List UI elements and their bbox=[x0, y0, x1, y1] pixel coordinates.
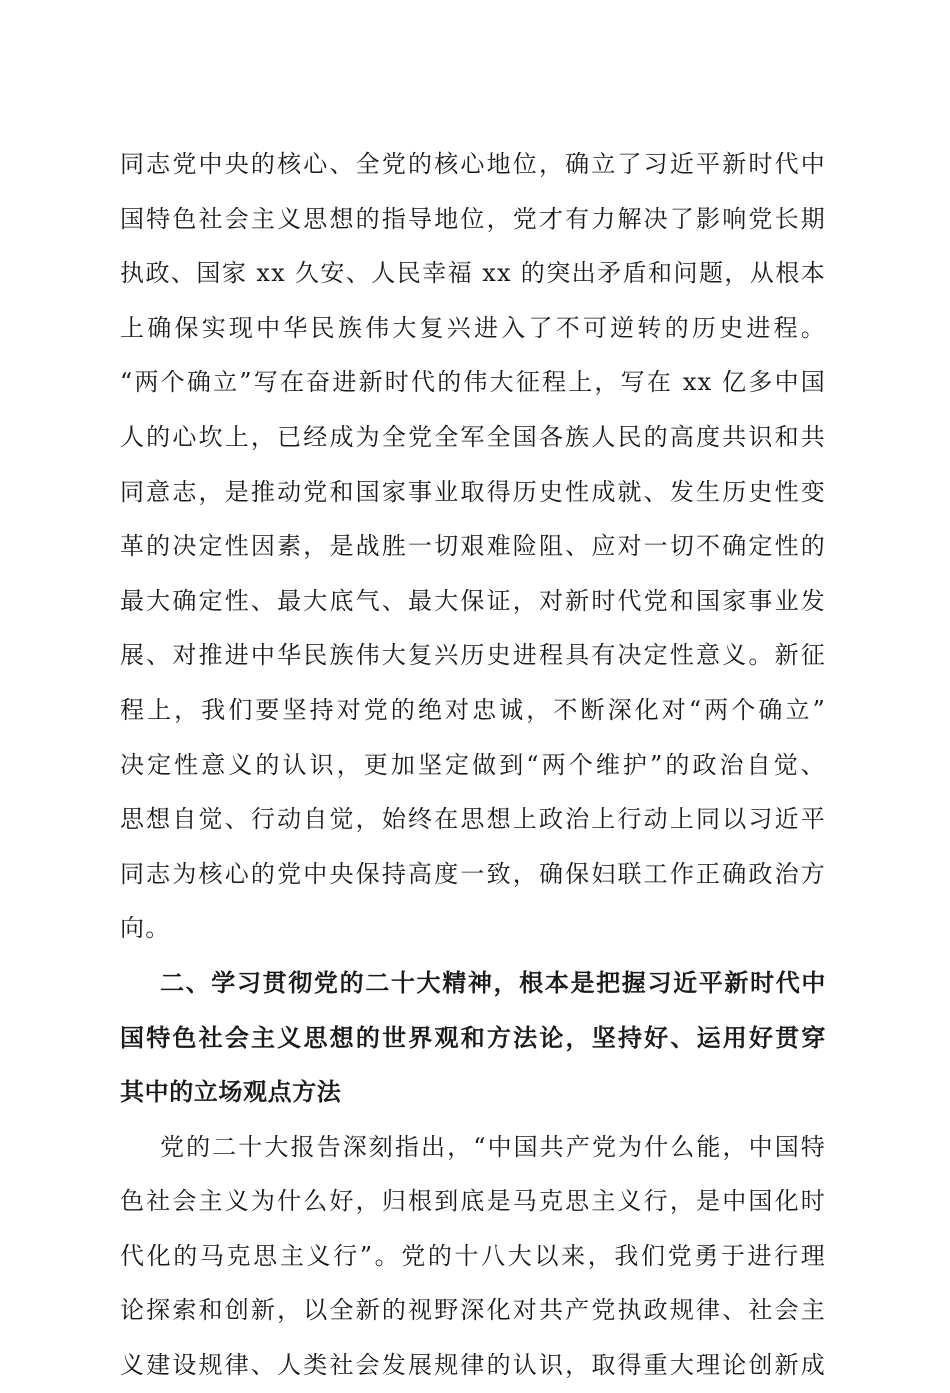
text-line: 向。 bbox=[120, 914, 171, 943]
heading-line: 二、学习贯彻党的二十大精神，根本是把握习近平新时代中 bbox=[160, 968, 826, 997]
text-line: 思想自觉、行动自觉，始终在思想上政治上行动上同以习近平 bbox=[120, 805, 826, 834]
paragraph-1 bbox=[120, 137, 826, 956]
text-line: 同志党中央的核心、全党的核心地位，确立了习近平新时代中 bbox=[120, 150, 826, 178]
text-line: 展、对推进中华民族伟大复兴历史进程具有决定性意义。新征 bbox=[120, 641, 826, 670]
text-line: 色社会主义为什么好，归根到底是马克思主义行，是中国化时 bbox=[120, 1187, 826, 1216]
text-line: 决定性意义的认识，更加坚定做到“两个维护”的政治自觉、 bbox=[120, 750, 826, 779]
text-line: 国特色社会主义思想的指导地位，党才有力解决了影响党长期 bbox=[120, 204, 826, 233]
text-line: 代化的马克思主义行”。党的十八大以来，我们党勇于进行理 bbox=[120, 1241, 826, 1270]
heading-line: 国特色社会主义思想的世界观和方法论，坚持好、运用好贯穿 bbox=[120, 1023, 826, 1052]
paragraph-2 bbox=[120, 1120, 826, 1393]
document-body bbox=[120, 137, 826, 1393]
heading-line: 其中的立场观点方法 bbox=[120, 1078, 342, 1107]
text-line: 义建设规律、人类社会发展规律的认识，取得重大理论创新成 bbox=[120, 1351, 826, 1380]
text-line: 最大确定性、最大底气、最大保证，对新时代党和国家事业发 bbox=[120, 586, 826, 615]
section-heading bbox=[120, 956, 826, 1120]
text-line: 革的决定性因素，是战胜一切艰难险阻、应对一切不确定性的 bbox=[120, 532, 826, 561]
text-line: 同意志，是推动党和国家事业取得历史性成就、发生历史性变 bbox=[120, 477, 826, 506]
text-line: 同志为核心的党中央保持高度一致，确保妇联工作正确政治方 bbox=[120, 859, 826, 888]
text-line: 人的心坎上，已经成为全党全军全国各族人民的高度共识和共 bbox=[120, 422, 826, 451]
text-line: 程上，我们要坚持对党的绝对忠诚，不断深化对“两个确立” bbox=[120, 695, 826, 724]
text-line: 执政、国家 xx 久安、人民幸福 xx 的突出矛盾和问题，从根本 bbox=[120, 259, 826, 288]
text-line: “两个确立”写在奋进新时代的伟大征程上，写在 xx 亿多中国 bbox=[120, 368, 826, 397]
text-line: 论探索和创新，以全新的视野深化对共产党执政规律、社会主 bbox=[120, 1296, 826, 1325]
text-line: 党的二十大报告深刻指出，“中国共产党为什么能，中国特 bbox=[160, 1132, 826, 1161]
text-line: 上确保实现中华民族伟大复兴进入了不可逆转的历史进程。 bbox=[120, 313, 826, 342]
